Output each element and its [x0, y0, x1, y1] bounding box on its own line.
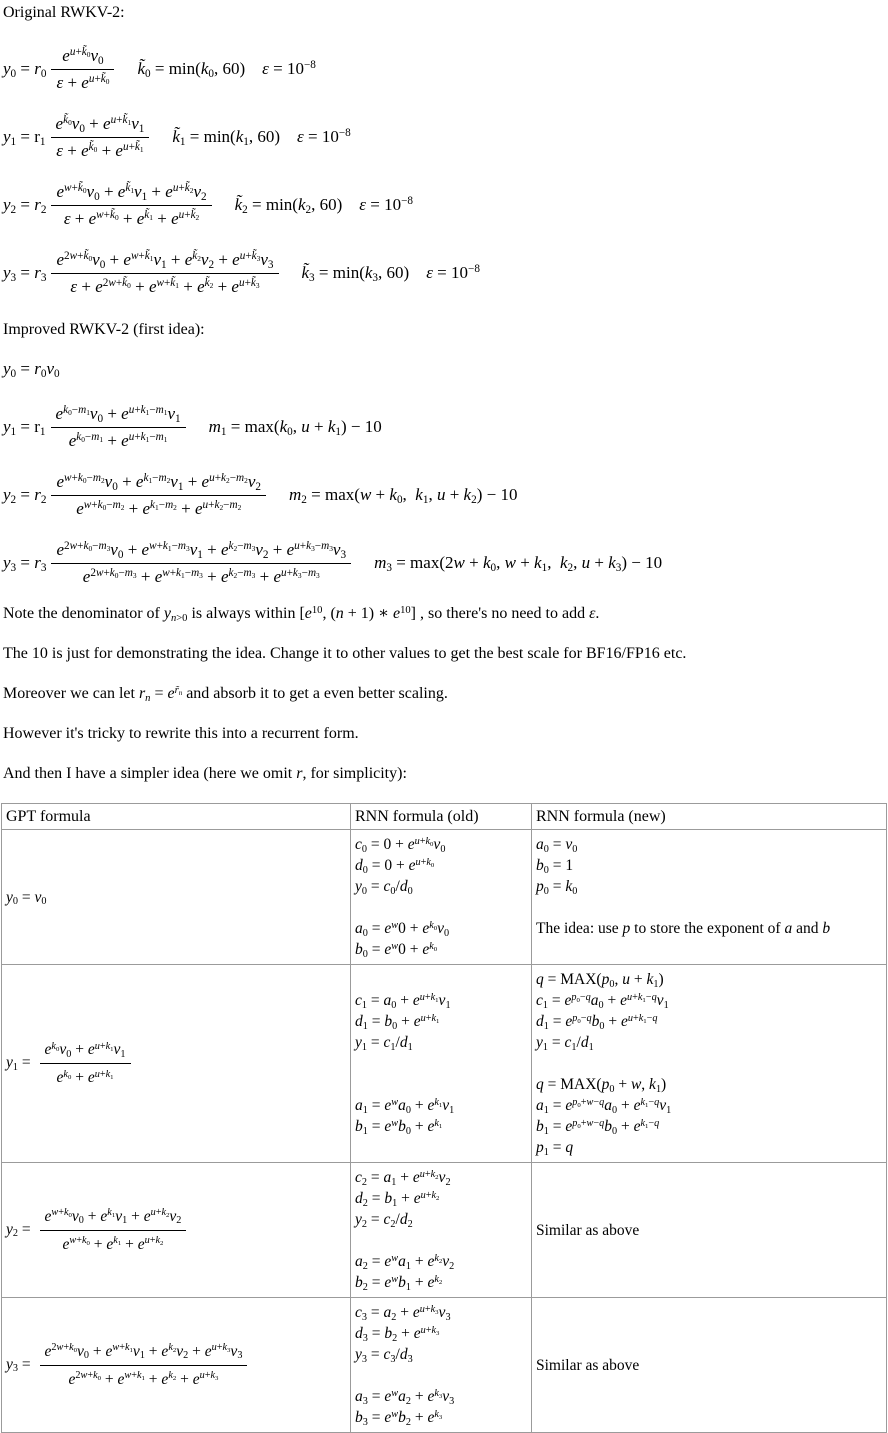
formula-line: [355, 1302, 527, 1323]
equation: [3, 393, 888, 461]
math-run: ε: [589, 605, 596, 622]
table-row: [2, 965, 887, 1163]
formula-table-body: [2, 830, 887, 1433]
math-run: $d_1 = e^{p_0-q}b_0 + e^{u+k_1-q}$: [536, 1012, 658, 1032]
formula-line: [6, 887, 346, 908]
math-run: $m_1 = \max(k_0$, $u + k_1) - 10$: [208, 417, 382, 439]
text-run: is always within: [187, 605, 300, 622]
formula-line: [6, 1340, 346, 1391]
fraction-denominator: $e^{w+k_0} + e^{k_1} + e^{u+k_2}$: [62, 1235, 164, 1253]
fraction-numerator: $e^{2w+k_0-m_3}v_0 + e^{w+k_1-m_3}v_1 + e^{k_2-m_3}v_2 + e^{u+k_3-m_3}v_3$: [51, 539, 351, 564]
fraction-numerator: $e^{w+k̃_0}v_0 + e^{k̃_1}v_1 + e^{u+k̃_2}v_2$: [51, 181, 211, 206]
text-run: The 10 is just for demonstrating the idea. Change it to other values to get the best scale for BF16/FP16 etc.: [3, 645, 687, 662]
text-run: , for simplicity):: [302, 765, 407, 782]
text-run: , so there's no need to add: [416, 605, 590, 622]
table-row: [2, 1163, 887, 1298]
math-run: $b_3 = e^wb_2 + e^{k_3}$: [355, 1408, 443, 1428]
math-run: $m_3 = \max(2w + k_0$, $w + k_1$, $k_2$, $u + k_3) - 10$: [374, 553, 663, 575]
formula-line: [355, 1167, 527, 1188]
equation: [3, 461, 888, 529]
formula-line: [536, 834, 882, 855]
math-run: r: [296, 765, 303, 782]
math-run: $d_0 = 0 + e^{u+k_0}$: [355, 856, 435, 876]
equation: [3, 35, 888, 103]
fraction-denominator: $e^{w+k_0-m_2} + e^{k_1-m_2} + e^{u+k_2-m_2}$: [76, 498, 242, 518]
formula-line: [355, 1386, 527, 1407]
math-run: $q = MAX(p_0$, $u + k_1$): [536, 971, 664, 990]
table-cell: [351, 965, 532, 1163]
math-run: $a_2 = e^wa_1 + e^{k_2}v_2$: [355, 1252, 455, 1272]
text-run: r: [34, 127, 40, 146]
math-run: $y_2 = r_2$: [3, 195, 47, 217]
formula-line: [536, 1355, 882, 1376]
fraction: [40, 1205, 187, 1256]
fraction-denominator: $\varepsilon + e^{2w+k̃_0} + e^{w+k̃_1} + e^{k̃_2} + e^{u+k̃_3}$: [70, 276, 260, 296]
math-run: $k̃_1 = \min(k_1$, 60) $\varepsilon = 10^{-8}$: [172, 127, 351, 149]
column-header-rnn-formula-new: RNN formula (new): [532, 804, 887, 830]
table-cell: [351, 1298, 532, 1433]
fraction-numerator: $e^{k̃_0}v_0 + e^{u+k̃_1}v_1$: [51, 113, 150, 138]
math-run: $a_0 = v_0$: [536, 836, 578, 855]
formula-line: [355, 1407, 527, 1428]
column-header-rnn-formula-old: RNN formula (old): [351, 804, 532, 830]
improved-section-title: Improved RWKV-2 (first idea):: [3, 321, 205, 338]
math-run: $y_1$ =: [6, 1054, 35, 1073]
text-run: Similar as above: [536, 1221, 640, 1239]
original-equations: [0, 23, 888, 307]
blank-line: [355, 897, 527, 918]
paragraph: [3, 723, 888, 744]
math-run: $y_2$ =: [6, 1220, 35, 1240]
text-run: r: [34, 417, 40, 436]
math-run: $p_1 = q$: [536, 1139, 574, 1158]
fraction-numerator: $e^{w+k_0-m_2}v_0 + e^{k_1-m_2}v_1 + e^{u+k_2-m_2}v_2$: [51, 471, 266, 496]
math-run: $a_1 = e^{p_0+w-q}a_0 + e^{k_1-q}v_1$: [536, 1096, 672, 1116]
math-run: $d_1 = b_0 + e^{u+k_1}$: [355, 1012, 440, 1032]
math-run: $y_3 = r_3$: [3, 553, 47, 575]
formula-table: [1, 803, 887, 1433]
formula-line: [355, 918, 527, 939]
fraction-denominator: $e^{2w+k_0} + e^{w+k_1} + e^{k_2} + e^{u+k_3}$: [68, 1370, 219, 1388]
equation: [3, 529, 888, 597]
table-cell: [532, 830, 887, 965]
equation: [3, 239, 888, 307]
fraction: [40, 1340, 248, 1391]
formula-line: [355, 1032, 527, 1053]
formula-line: [355, 1344, 527, 1365]
blank-line: [355, 1365, 527, 1386]
fraction-denominator: $\varepsilon + e^{k̃_0} + e^{u+k̃_1}$: [56, 140, 144, 160]
fraction-numerator: $e^{2w+k_0}v_0 + e^{w+k_1}v_1 + e^{k_2}v_2 + e^{u+k_3}v_3$: [40, 1340, 248, 1366]
math-run: $c_1 = a_0 + e^{u+k_1}v_1$: [355, 991, 451, 1011]
original-section-title: Original RWKV-2:: [3, 4, 125, 21]
math-run: $y_0 = v_0$: [6, 888, 47, 908]
formula-line: [6, 1205, 346, 1256]
math-run: $k̃_0 = \min(k_0$, 60) $\varepsilon = 10^{-8}$: [137, 59, 316, 81]
text-run: and absorb it to get a even better scaling.: [182, 685, 448, 702]
math-run: $k̃_3 = \min(k_3$, 60) $\varepsilon = 10^{-8}$: [301, 263, 480, 285]
table-cell: [532, 965, 887, 1163]
equation: [3, 103, 888, 171]
formula-line: [536, 990, 882, 1011]
fraction-denominator: $\varepsilon + e^{w+k̃_0} + e^{k̃_1} + e^{u+k̃_2}$: [63, 208, 200, 228]
formula-line: [536, 1220, 882, 1241]
column-header-gpt-formula: GPT formula: [2, 804, 351, 830]
fraction-numerator: $e^{k_0}v_0 + e^{u+k_1}v_1$: [40, 1038, 131, 1064]
math-run: $y_{n>0}$: [163, 605, 188, 624]
notes-section: [0, 597, 888, 784]
formula-line: [355, 855, 527, 876]
formula-line: [355, 876, 527, 897]
formula-line: [536, 1074, 882, 1095]
fraction: [40, 1038, 131, 1089]
math-run: $b_2 = e^wb_1 + e^{k_2}$: [355, 1273, 443, 1293]
math-run: $b_1 = e^wb_0 + e^{k_1}$: [355, 1117, 443, 1137]
math-run: $y_3 = c_3/d_3$: [355, 1346, 413, 1365]
paragraph: [3, 643, 888, 664]
fraction: [51, 113, 150, 162]
math-run: $c_1 = e^{p_0-q}a_0 + e^{u+k_1-q}v_1$: [536, 991, 669, 1011]
table-cell: [2, 1163, 351, 1298]
math-run: $r_n = e^{r̃_n}$: [138, 684, 183, 704]
fraction: [51, 45, 114, 94]
math-run: $y_3$ =: [6, 1355, 35, 1375]
math-run: $a_3 = e^wa_2 + e^{k_3}v_3$: [355, 1387, 455, 1407]
formula-line: [355, 1095, 527, 1116]
math-run: $a_0 = e^w0 + e^{k_0}v_0$: [355, 919, 450, 939]
text-run: Note the denominator of: [3, 605, 164, 622]
table-cell: [532, 1298, 887, 1433]
formula-line: [355, 1116, 527, 1137]
formula-line: [536, 1032, 882, 1053]
formula-line: [355, 990, 527, 1011]
table-cell: [2, 830, 351, 965]
formula-line: [536, 1137, 882, 1158]
math-run: 1: [39, 426, 46, 439]
text-run: However it's tricky to rewrite this into a recurrent form.: [3, 725, 359, 742]
math-run: $m_2 = \max(w + k_0$, $k_1$, $u + k_2) - 10$: [289, 485, 518, 507]
formula-line: [355, 1323, 527, 1344]
fraction-numerator: $e^{k_0-m_1}v_0 + e^{u+k_1-m_1}v_1$: [51, 403, 186, 428]
table-cell: [532, 1163, 887, 1298]
formula-line: [355, 1251, 527, 1272]
math-run: $y_0 = c_0/d_0$: [355, 878, 413, 897]
fraction: [51, 403, 186, 452]
fraction-numerator: $e^{u+k̃_0}v_0$: [51, 45, 114, 70]
math-run: $y_0 = r_0$: [3, 59, 47, 81]
math-run: $b_1 = e^{p_0+w-q}b_0 + e^{k_1-q}$: [536, 1117, 660, 1137]
math-run: The idea: use p to store the exponent of a and b: [536, 920, 831, 937]
equation: [3, 171, 888, 239]
math-run: [$e^{10}$, (n + 1) ∗ $e^{10}$]: [299, 604, 416, 622]
blank-line: [536, 897, 882, 918]
fraction-denominator: $e^{k_0} + e^{u+k_1}$: [56, 1068, 114, 1086]
paragraph: [3, 683, 888, 704]
fraction: [51, 471, 266, 520]
formula-line: [355, 1272, 527, 1293]
fraction-denominator: $e^{2w+k_0-m_3} + e^{w+k_1-m_3} + e^{k_2-m_3} + e^{u+k_3-m_3}$: [82, 566, 320, 586]
blank-line: [355, 1053, 527, 1074]
text-run: Moreover we can let: [3, 685, 139, 702]
math-run: $y_1 = c_1/d_1$: [355, 1034, 413, 1053]
blank-line: [355, 1074, 527, 1095]
math-run: $d_2 = b_1 + e^{u+k_2}$: [355, 1189, 440, 1209]
math-run: $y_3 = r_3$: [3, 263, 47, 285]
math-run: 1: [39, 136, 46, 149]
fraction-denominator: $\varepsilon + e^{u+k̃_0}$: [56, 72, 110, 92]
math-run: $c_2 = a_1 + e^{u+k_2}v_2$: [355, 1168, 451, 1188]
math-run: $y_1$ =: [3, 417, 35, 439]
text-run: .: [595, 605, 600, 622]
table-header-row: [2, 804, 887, 830]
fraction: [51, 539, 351, 588]
math-run: $y_2 = r_2$: [3, 485, 47, 507]
formula-line: [536, 918, 882, 939]
text-run: Similar as above: [536, 1356, 640, 1374]
table-cell: [2, 965, 351, 1163]
formula-line: [355, 834, 527, 855]
math-run: $y_1 = c_1/d_1$: [536, 1034, 594, 1053]
math-run: $y_0 = r_0v_0$: [3, 359, 60, 381]
math-run: $q = MAX(p_0 + w$, $k_1$): [536, 1076, 667, 1095]
blank-line: [355, 1230, 527, 1251]
math-run: $c_0 = 0 + e^{u+k_0}v_0$: [355, 835, 446, 855]
fraction-numerator: $e^{2w+k̃_0}v_0 + e^{w+k̃_1}v_1 + e^{k̃_2}v_2 + e^{u+k̃_3}v_3$: [51, 249, 278, 274]
formula-line: [6, 1038, 346, 1089]
paragraph: [3, 603, 888, 624]
math-run: $c_3 = a_2 + e^{u+k_3}v_3$: [355, 1303, 451, 1323]
blank-line: [536, 1053, 882, 1074]
table-cell: [351, 1163, 532, 1298]
math-run: $d_3 = b_2 + e^{u+k_3}$: [355, 1324, 440, 1344]
formula-line: [536, 1116, 882, 1137]
text-run: And then I have a simpler idea (here we omit: [3, 765, 297, 782]
formula-line: [536, 1095, 882, 1116]
math-run: $k̃_2 = \min(k_2$, 60) $\varepsilon = 10^{-8}$: [234, 195, 414, 217]
math-run: $y_2 = c_2/d_2$: [355, 1211, 413, 1230]
formula-line: [536, 1011, 882, 1032]
math-run: $p_0 = k_0$: [536, 878, 578, 897]
fraction-denominator: $e^{k_0-m_1} + e^{u+k_1-m_1}$: [68, 430, 168, 450]
table-row: [2, 1298, 887, 1433]
fraction-numerator: $e^{w+k_0}v_0 + e^{k_1}v_1 + e^{u+k_2}v_2$: [40, 1205, 187, 1231]
fraction: [51, 249, 278, 298]
table-cell: [351, 830, 532, 965]
math-run: $y_1$ =: [3, 127, 35, 149]
paragraph: [3, 763, 888, 784]
formula-line: [536, 969, 882, 990]
formula-line: [355, 939, 527, 960]
fraction: [51, 181, 211, 230]
formula-line: [536, 876, 882, 897]
math-run: $a_1 = e^wa_0 + e^{k_1}v_1$: [355, 1096, 455, 1116]
blank-line: [355, 969, 527, 990]
formula-line: [355, 1209, 527, 1230]
math-run: $b_0 = e^w0 + e^{k_0}$: [355, 940, 438, 960]
table-cell: [2, 1298, 351, 1433]
improved-equations: [0, 340, 888, 597]
formula-line: [355, 1011, 527, 1032]
table-row: [2, 830, 887, 965]
formula-line: [355, 1188, 527, 1209]
equation: [3, 358, 888, 379]
math-run: $b_0 = 1$: [536, 857, 574, 876]
formula-line: [536, 855, 882, 876]
